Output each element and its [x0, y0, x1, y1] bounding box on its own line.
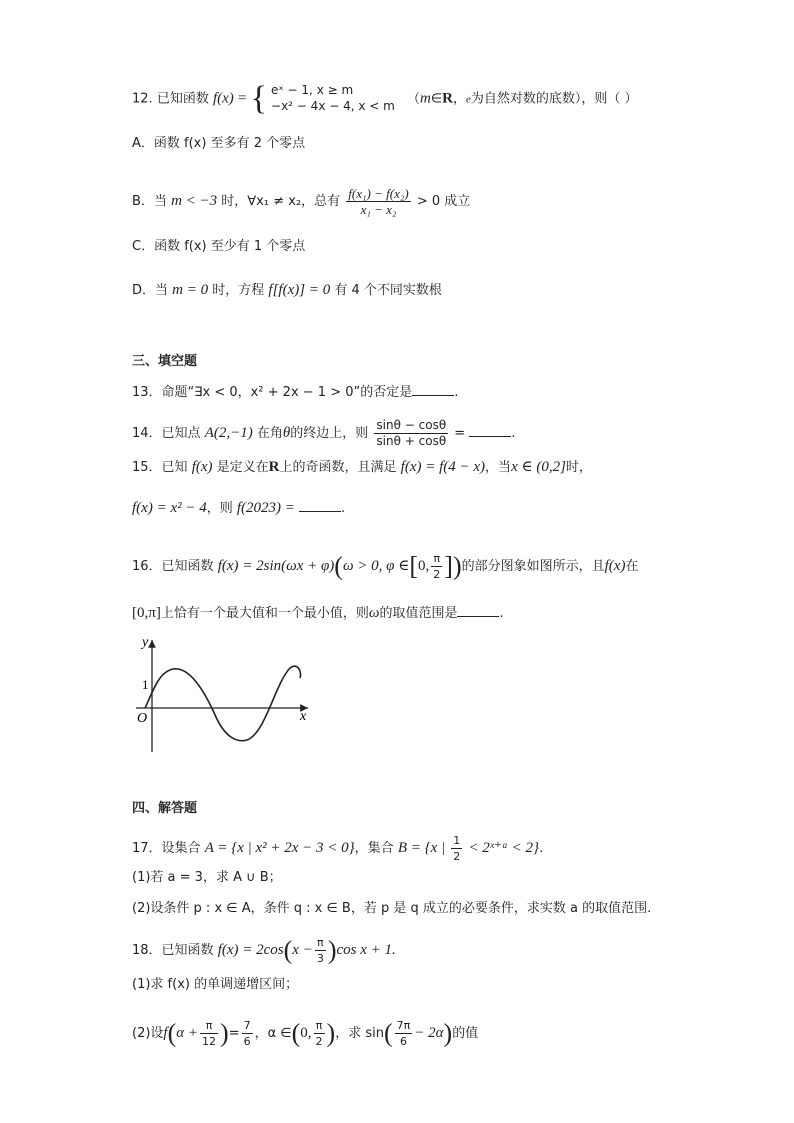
- q18-part2-sin-close: ): [443, 1018, 453, 1048]
- q16-line2: [132, 604, 504, 622]
- q16-end: .: [499, 606, 504, 621]
- q13-text: 13．命题“∃x < 0，x² + 2x − 1 > 0”的否定是: [132, 385, 413, 400]
- q12-option-d: [132, 282, 442, 299]
- q12-option-d-eq: f[f(x)] = 0: [268, 282, 331, 298]
- q16-paren-close: ): [452, 551, 462, 581]
- q16-pi-half: [431, 551, 442, 582]
- q16-interval-zero: 0,: [418, 558, 430, 574]
- sine-curve: [145, 666, 301, 741]
- q12-eq: =: [237, 90, 247, 107]
- q16-line1: [132, 551, 638, 582]
- q12-option-b-fraction: [346, 186, 410, 217]
- q17-set-b-start: B = {x |: [397, 840, 446, 856]
- q14-denominator: sinθ + cosθ: [376, 434, 447, 448]
- q18-part2-sin-open: (: [383, 1018, 393, 1048]
- q17-set-b-end: < 2ˣ⁺ᵃ < 2}: [468, 840, 540, 856]
- q15-text-e: 时，: [565, 460, 592, 475]
- q12-func: f(x): [212, 90, 234, 107]
- q16-text-b: 的部分图象如图所示，且: [461, 559, 605, 574]
- q17-end: .: [539, 841, 544, 856]
- q16-text-d: 上恰有一个最大值和一个最小值，则: [160, 606, 369, 621]
- q18-part2-alpha-in: ，α ∈: [254, 1026, 292, 1041]
- q18-inner: x −: [292, 942, 313, 958]
- q14-blank: [469, 424, 511, 437]
- q15-target: f(2023) =: [236, 500, 295, 516]
- q18-part2-minus: − 2α: [414, 1025, 444, 1041]
- q18-three: 3: [316, 952, 324, 965]
- q12-option-b-denominator: x₁ − x₂: [360, 202, 397, 217]
- q18-part2-six: 6: [243, 1035, 251, 1048]
- q12-option-d-cond: m = 0: [172, 282, 209, 298]
- q15-text-c: 上的奇函数，且满足: [279, 460, 397, 475]
- q18-paren-close: ): [327, 935, 337, 965]
- q15-interval: x ∈ (0,2]: [511, 459, 566, 475]
- q12-option-c-text: C．函数 f(x) 至少有 1 个零点: [132, 239, 306, 254]
- q17-set-a: A = {x | x² + 2x − 3 < 0}: [204, 840, 355, 856]
- q15-eq: f(x) = f(4 − x): [400, 459, 486, 475]
- q12-option-b-end: > 0 成立: [416, 194, 471, 209]
- q12-option-d-label: D．当: [132, 283, 169, 298]
- q15-R: R: [268, 459, 280, 475]
- q12-note-open: （: [406, 91, 420, 107]
- q14-point: A(2,−1): [204, 425, 253, 441]
- q12-option-b-label: B．当: [132, 194, 167, 209]
- q18-func: f(x) = 2cos: [217, 942, 284, 958]
- q18-part2-paren-open: (: [167, 1018, 177, 1048]
- q12-number: 12.: [132, 91, 153, 107]
- q16-func: f(x) = 2sin(ωx + φ): [217, 558, 335, 574]
- q14: [132, 418, 515, 449]
- q18-func-end: cos x + 1.: [336, 942, 396, 958]
- q15-line2: [132, 499, 345, 517]
- section-3-title: 三、填空题: [132, 354, 198, 369]
- q16-pi: π: [431, 551, 442, 567]
- q18-part2-paren-close: ): [220, 1018, 229, 1048]
- q15-end: .: [341, 501, 346, 516]
- q18-part2-end: 的值: [452, 1026, 479, 1041]
- q16-bracket-close: ]: [444, 551, 453, 581]
- q15-blank: [299, 499, 341, 512]
- q18-part2-six-b: 6: [399, 1035, 407, 1048]
- q18-part2-sin: ，求 sin: [335, 1026, 384, 1041]
- q14-text-b: 在角: [256, 426, 283, 441]
- q15-text-f: ，则: [206, 501, 233, 516]
- q18-part1: (1)求 f(x) 的单调递增区间；: [132, 977, 299, 992]
- q13-blank: [412, 383, 454, 396]
- q12-note-m: m: [420, 90, 431, 107]
- q15-func: f(x): [191, 459, 213, 475]
- q12-piecewise: [271, 82, 395, 114]
- q12-option-a-text: A．函数 f(x) 至多有 2 个零点: [132, 136, 306, 151]
- q17-text-a: 17．设集合: [132, 841, 201, 856]
- q12-text: 已知函数: [156, 91, 209, 107]
- q18-part2-pi-half: [314, 1018, 325, 1049]
- q18-part2-inner: α +: [176, 1025, 199, 1041]
- q16-two: 2: [433, 568, 441, 581]
- q18-part2-7pi: 7π: [396, 1019, 411, 1032]
- q14-text-a: 14．已知点: [132, 426, 201, 441]
- q18-part2-twelve: 12: [202, 1035, 217, 1048]
- q12-option-a: [132, 136, 305, 152]
- tick-label-one: 1: [142, 677, 149, 692]
- q18-part2: [132, 1018, 478, 1049]
- q12-option-b-text: 时，∀x₁ ≠ x₂，总有: [221, 194, 341, 209]
- y-axis-label: y: [142, 635, 149, 650]
- q18-part2-label: (2)设: [132, 1026, 164, 1041]
- q12-option-c: [132, 239, 305, 255]
- q15-line1: [132, 459, 592, 476]
- q18-part2-int-close: ): [326, 1018, 336, 1048]
- q18-pi: π: [315, 935, 326, 951]
- q12-note-R: R: [442, 90, 454, 107]
- q12-note-comma: ，: [453, 91, 467, 107]
- q18-pi-third: [315, 935, 326, 966]
- q16-omega: ω: [368, 605, 380, 621]
- q12-option-d-end: 有 4 个不同实数根: [334, 283, 442, 298]
- q14-eq: =: [454, 426, 466, 441]
- x-axis-label: x: [300, 709, 307, 724]
- q18-part2-eq: =: [228, 1026, 240, 1041]
- q18-part2-int-open: (: [291, 1018, 301, 1048]
- q14-numerator: sinθ − cosθ: [376, 418, 447, 432]
- q12-option-b: [132, 186, 470, 217]
- origin-label: O: [137, 711, 148, 726]
- q16-cond: ω > 0, φ ∈: [342, 558, 410, 574]
- q16-bracket-open: [: [409, 551, 419, 581]
- q17-part1: (1)若 a = 3，求 A ∪ B；: [132, 870, 282, 885]
- q15-text-a: 15．已知: [132, 460, 188, 475]
- q18-paren-open: (: [283, 935, 293, 965]
- q12-note-in: ∈: [430, 91, 443, 107]
- q18-text-a: 18．已知函数: [132, 943, 214, 958]
- q17-text-b: ，集合: [354, 841, 394, 856]
- q16-interval: [0,π]: [132, 605, 161, 621]
- q12-piece2: −x² − 4x − 4, x < m: [271, 99, 395, 113]
- q12-stem: [132, 80, 638, 117]
- q12-option-d-text: 时，方程: [212, 283, 265, 298]
- q13: [132, 383, 458, 401]
- q13-end: .: [454, 385, 459, 400]
- section-4-title: 四、解答题: [132, 801, 198, 816]
- q16-text-a: 16．已知函数: [132, 559, 214, 574]
- q14-theta: θ: [282, 425, 291, 441]
- q15-func-def: f(x) = x² − 4: [132, 500, 207, 516]
- q15-text-b: 是定义在: [216, 460, 269, 475]
- q14-fraction: [374, 418, 448, 449]
- q15-text-d: ，当: [485, 460, 512, 475]
- q12-note-end: 为自然对数的底数），则（ ）: [470, 91, 638, 107]
- q18-part2-pi: π: [200, 1018, 218, 1034]
- q18-part2-f: f: [163, 1025, 168, 1041]
- q16-text-c: 在: [625, 559, 639, 574]
- q18-part2-seven: 7: [243, 1019, 251, 1032]
- q17-half-den: 2: [453, 850, 461, 863]
- q18-part2-two: 2: [315, 1035, 323, 1048]
- q14-text-c: 的终边上，则: [290, 426, 369, 441]
- q18-part2-pi12: [200, 1018, 218, 1049]
- q12-piece1: eˣ − 1, x ≥ m: [271, 83, 354, 97]
- q16-text-e: 的取值范围是: [379, 606, 458, 621]
- q18-part2-pi2: π: [314, 1018, 325, 1034]
- q17-part2: (2)设条件 p : x ∈ A，条件 q : x ∈ B，若 p 是 q 成立的必要条件，求实数 a 的取值范围.: [132, 901, 652, 916]
- q18-part2-7pi-6: [395, 1018, 413, 1049]
- q16-paren-open: (: [334, 551, 343, 581]
- q16-blank: [457, 604, 499, 617]
- q17-half-num: 1: [453, 834, 461, 847]
- q17-half: [451, 833, 462, 864]
- q12-brace: {: [250, 80, 267, 117]
- q12-option-b-cond: m < −3: [171, 193, 218, 209]
- q18-part2-seven-sixths: [242, 1018, 253, 1049]
- q14-end: .: [511, 426, 516, 441]
- q12-option-b-numerator: f(x₁) − f(x₂): [348, 186, 409, 201]
- q18-stem: [132, 935, 396, 966]
- q17-stem: [132, 833, 543, 864]
- q18-part2-int-zero: 0,: [300, 1025, 312, 1041]
- q16-func2: f(x): [604, 558, 626, 574]
- q12-note-e: e: [466, 93, 471, 106]
- q16-sine-graph: [130, 632, 320, 757]
